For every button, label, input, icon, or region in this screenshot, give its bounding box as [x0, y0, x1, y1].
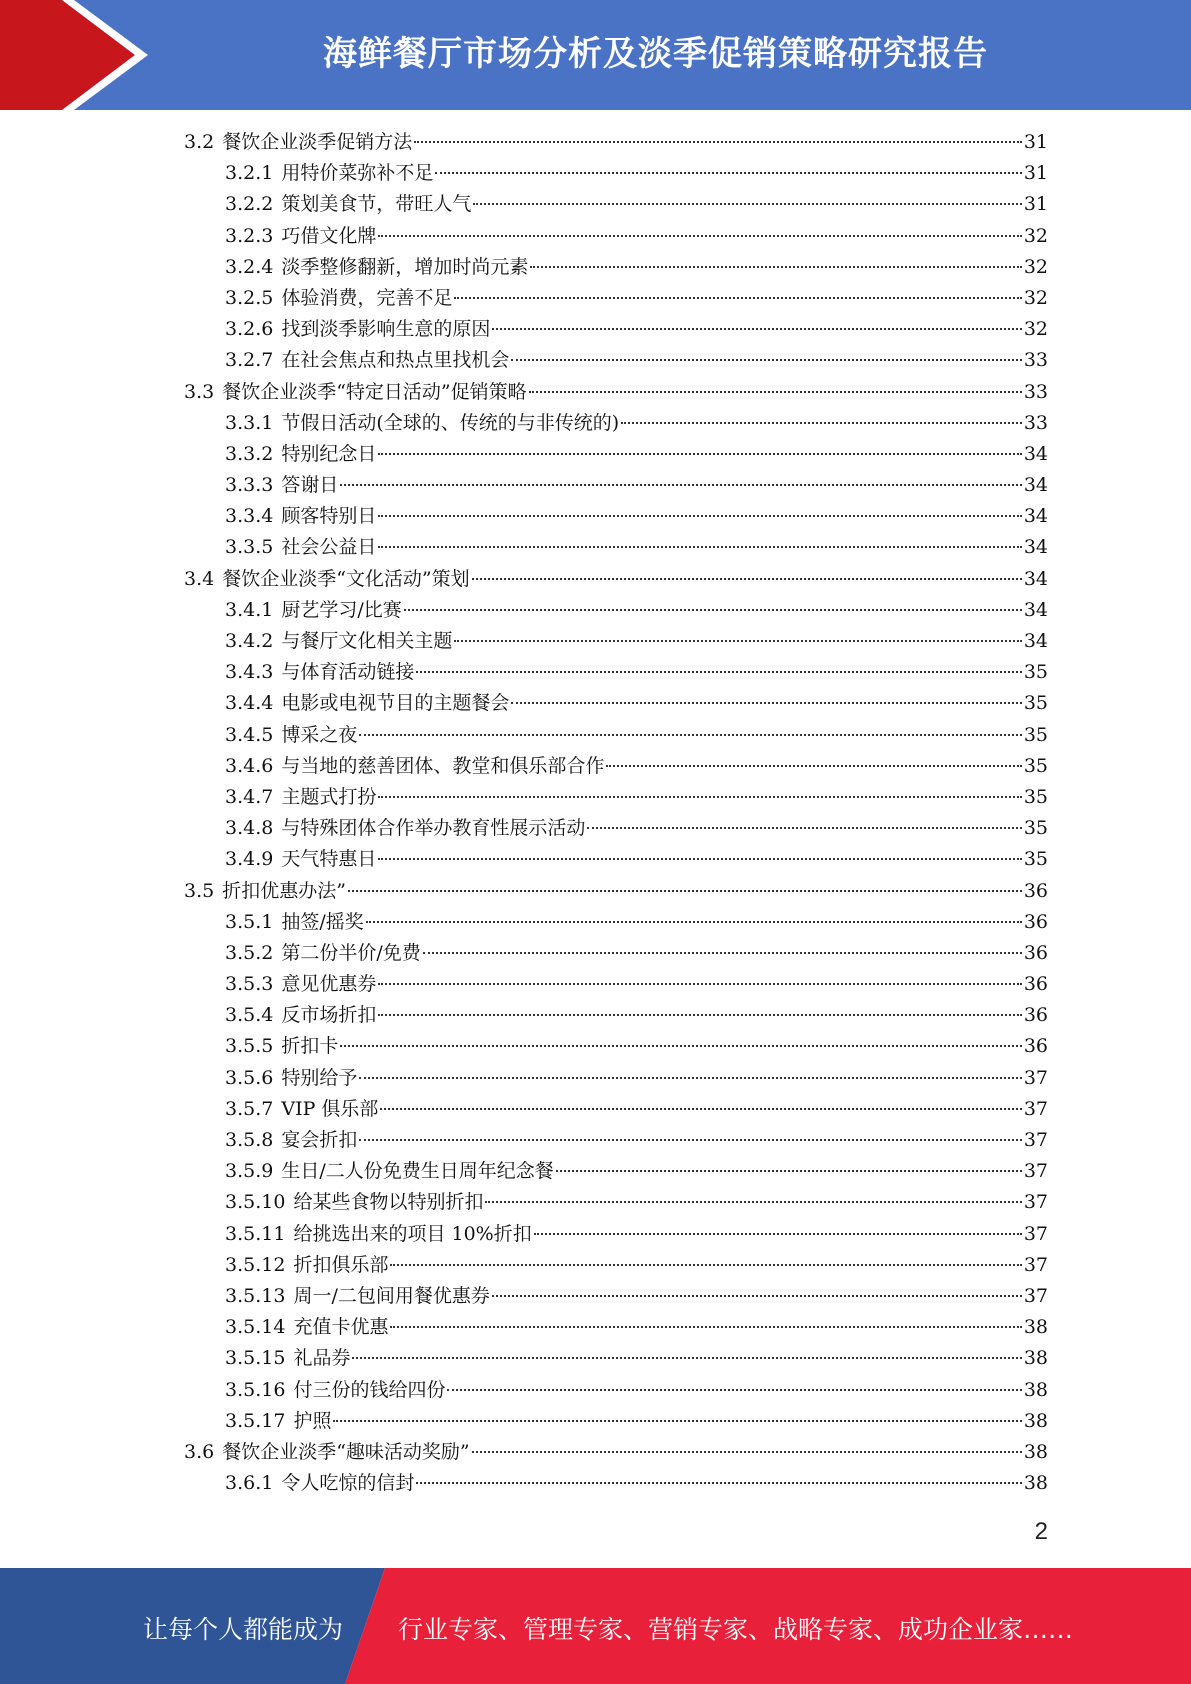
toc-entry-page: 35: [1023, 754, 1048, 777]
table-of-contents: [184, 127, 1048, 1499]
toc-entry-page: 37: [1023, 1222, 1048, 1245]
toc-entry-page: 36: [1023, 879, 1048, 902]
toc-entry-number: 3.3.2: [225, 442, 274, 465]
toc-entry-title: 答谢日: [281, 474, 339, 497]
toc-entry-page: 37: [1023, 1284, 1048, 1307]
page-footer: [0, 1568, 1191, 1684]
toc-entry[interactable]: [184, 1094, 1048, 1125]
toc-entry-title: 护照: [293, 1409, 332, 1432]
toc-dot-leader: [621, 422, 1022, 424]
toc-entry[interactable]: [184, 1375, 1048, 1406]
toc-entry-number: 3.5.10: [225, 1191, 286, 1214]
toc-dot-leader: [472, 578, 1022, 580]
toc-dot-leader: [416, 1482, 1021, 1484]
toc-entry-title: 付三份的钱给四份: [293, 1378, 446, 1401]
toc-dot-leader: [348, 890, 1022, 892]
toc-entry-title: 厨艺学习/比赛: [281, 598, 402, 621]
toc-entry[interactable]: [184, 1219, 1048, 1250]
toc-entry-number: 3.4.3: [225, 661, 274, 684]
toc-entry[interactable]: [184, 1312, 1048, 1343]
toc-entry-number: 3.5.17: [225, 1409, 286, 1432]
toc-entry-page: 34: [1023, 598, 1048, 621]
toc-entry-title: 抽签/摇奖: [281, 910, 364, 933]
toc-entry-number: 3.5.4: [225, 1004, 274, 1027]
toc-dot-leader: [423, 952, 1022, 954]
toc-entry-title: 餐饮企业淡季促销方法: [222, 131, 413, 153]
toc-entry[interactable]: [184, 876, 1048, 907]
toc-entry-number: 3.5.12: [225, 1253, 286, 1276]
toc-entry-page: 38: [1023, 1347, 1048, 1370]
toc-entry-page: 34: [1023, 536, 1048, 559]
toc-entry-title: 在社会焦点和热点里找机会: [281, 349, 510, 372]
toc-dot-leader: [340, 1045, 1021, 1047]
toc-entry-page: 34: [1023, 442, 1048, 465]
toc-entry-page: 37: [1023, 1253, 1048, 1276]
toc-entry-title: 折扣卡: [281, 1035, 339, 1058]
toc-entry-number: 3.2.7: [225, 349, 274, 372]
toc-entry-title: 特别给予: [281, 1066, 358, 1089]
toc-dot-leader: [378, 546, 1021, 548]
toc-dot-leader: [359, 1077, 1021, 1079]
toc-entry-page: 35: [1023, 692, 1048, 715]
toc-entry-number: 3.5.3: [225, 973, 274, 996]
toc-dot-leader: [380, 1108, 1021, 1110]
toc-entry-number: 3.2.4: [225, 255, 274, 278]
toc-entry[interactable]: [184, 688, 1048, 719]
toc-entry-page: 38: [1023, 1440, 1048, 1463]
toc-entry-page: 34: [1023, 474, 1048, 497]
toc-dot-leader: [511, 702, 1021, 704]
toc-entry-page: 35: [1023, 817, 1048, 840]
toc-entry[interactable]: [184, 751, 1048, 782]
toc-dot-leader: [454, 640, 1021, 642]
toc-entry-title: 反市场折扣: [281, 1004, 377, 1027]
toc-entry-page: 34: [1023, 630, 1048, 652]
toc-entry-page: 36: [1023, 973, 1048, 996]
toc-dot-leader: [390, 1264, 1021, 1266]
toc-entry-number: 3.4: [184, 567, 215, 590]
toc-entry[interactable]: [184, 501, 1048, 532]
toc-entry-title: 体验消费，完善不足: [281, 286, 453, 309]
toc-entry-page: 32: [1023, 318, 1048, 341]
toc-entry[interactable]: [184, 158, 1048, 189]
toc-entry-number: 3.5.5: [225, 1035, 274, 1058]
toc-entry-number: 3.5.2: [225, 941, 274, 964]
toc-entry-title: 顾客特别日: [281, 505, 377, 528]
toc-entry-number: 3.2.6: [225, 318, 274, 341]
toc-entry-page: 38: [1023, 1409, 1048, 1432]
toc-entry-title: 特别纪念日: [281, 442, 377, 465]
toc-entry-page: 34: [1023, 567, 1048, 590]
toc-dot-leader: [378, 858, 1021, 860]
toc-entry[interactable]: [184, 470, 1048, 501]
toc-dot-leader: [366, 921, 1022, 923]
toc-dot-leader: [587, 827, 1021, 829]
toc-entry-page: 33: [1023, 349, 1048, 372]
toc-entry-title: 给挑选出来的项目 10%折扣: [293, 1222, 532, 1245]
toc-dot-leader: [378, 983, 1021, 985]
toc-entry-page: 35: [1023, 661, 1048, 684]
toc-dot-leader: [473, 203, 1021, 205]
toc-entry-title: 周一/二包间用餐优惠券: [293, 1284, 490, 1307]
toc-dot-leader: [378, 515, 1021, 517]
toc-entry-number: 3.5.6: [225, 1066, 274, 1089]
toc-entry[interactable]: [184, 969, 1048, 1000]
toc-entry-title: 与当地的慈善团体、教堂和俱乐部合作: [281, 754, 605, 777]
toc-entry-number: 3.5.9: [225, 1160, 274, 1183]
page-number: 2: [1034, 1518, 1048, 1545]
toc-entry-title: 餐饮企业淡季“趣味活动奖励”: [222, 1440, 470, 1463]
toc-entry-number: 3.4.2: [225, 630, 274, 652]
toc-entry-number: 3.2.3: [225, 224, 274, 247]
toc-entry[interactable]: [184, 626, 1048, 657]
toc-entry-number: 3.5.15: [225, 1347, 286, 1370]
footer-slogan-left: 让每个人都能成为: [143, 1615, 344, 1644]
toc-entry-title: 策划美食节，带旺人气: [281, 193, 472, 216]
toc-entry-page: 32: [1023, 224, 1048, 247]
toc-dot-leader: [472, 1451, 1022, 1453]
toc-entry-page: 32: [1023, 255, 1048, 278]
toc-entry-title: 与体育活动链接: [281, 661, 415, 684]
toc-entry[interactable]: [184, 1437, 1048, 1468]
toc-entry[interactable]: [184, 564, 1048, 595]
toc-entry[interactable]: [184, 1156, 1048, 1187]
toc-dot-leader: [378, 1014, 1021, 1016]
toc-entry-number: 3.2.5: [225, 286, 274, 309]
toc-entry-number: 3.4.9: [225, 848, 274, 871]
toc-entry[interactable]: [184, 813, 1048, 844]
toc-dot-leader: [359, 734, 1021, 736]
toc-entry[interactable]: [184, 844, 1048, 875]
toc-entry-page: 37: [1023, 1097, 1048, 1120]
toc-entry[interactable]: [184, 1125, 1048, 1156]
toc-entry-number: 3.5.13: [225, 1284, 286, 1307]
toc-dot-leader: [606, 765, 1021, 767]
toc-entry-number: 3.3.3: [225, 474, 274, 497]
toc-entry-page: 32: [1023, 286, 1048, 309]
toc-entry-title: 天气特惠日: [281, 848, 377, 871]
toc-dot-leader: [416, 671, 1021, 673]
toc-dot-leader: [340, 484, 1021, 486]
toc-entry[interactable]: [184, 657, 1048, 688]
toc-dot-leader: [447, 1389, 1021, 1391]
toc-entry[interactable]: [184, 221, 1048, 252]
toc-entry-number: 3.3.1: [225, 411, 274, 434]
toc-entry[interactable]: [184, 907, 1048, 938]
toc-dot-leader: [529, 391, 1022, 393]
toc-entry-page: 36: [1023, 1004, 1048, 1027]
toc-entry-title: 节假日活动(全球的、传统的与非传统的): [281, 411, 620, 434]
toc-dot-leader: [414, 141, 1022, 143]
toc-entry[interactable]: [184, 595, 1048, 626]
toc-entry-title: 博采之夜: [281, 723, 358, 746]
toc-entry[interactable]: [184, 1468, 1048, 1499]
toc-dot-leader: [530, 266, 1021, 268]
toc-entry-page: 37: [1023, 1066, 1048, 1089]
toc-entry[interactable]: [184, 283, 1048, 314]
toc-dot-leader: [404, 609, 1022, 611]
toc-dot-leader: [390, 1326, 1021, 1328]
toc-entry-title: 意见优惠券: [281, 973, 377, 996]
toc-entry-page: 37: [1023, 1191, 1048, 1214]
toc-entry-title: 电影或电视节目的主题餐会: [281, 692, 510, 715]
toc-dot-leader: [511, 359, 1021, 361]
toc-entry-number: 3.3: [184, 380, 215, 403]
toc-dot-leader: [435, 172, 1021, 174]
toc-entry[interactable]: [184, 345, 1048, 376]
toc-entry-number: 3.4.5: [225, 723, 274, 746]
report-title: 海鲜餐厅市场分析及淡季促销策略研究报告: [323, 34, 988, 74]
toc-entry-page: 37: [1023, 1160, 1048, 1183]
toc-dot-leader: [333, 1420, 1021, 1422]
toc-dot-leader: [378, 453, 1021, 455]
toc-entry[interactable]: [184, 1406, 1048, 1437]
toc-entry-title: 令人吃惊的信封: [281, 1472, 415, 1495]
toc-entry-page: 31: [1023, 131, 1048, 153]
toc-entry-page: 33: [1023, 411, 1048, 434]
toc-entry-page: 38: [1023, 1316, 1048, 1339]
toc-entry-page: 31: [1023, 162, 1048, 185]
toc-entry-page: 35: [1023, 848, 1048, 871]
toc-entry-number: 3.3.4: [225, 505, 274, 528]
toc-entry-title: 用特价菜弥补不足: [281, 162, 434, 185]
toc-entry-number: 3.6.1: [225, 1472, 274, 1495]
toc-entry-page: 37: [1023, 1129, 1048, 1151]
toc-entry-page: 36: [1023, 1035, 1048, 1058]
toc-entry-title: 生日/二人份免费生日周年纪念餐: [281, 1160, 554, 1183]
toc-dot-leader: [352, 1357, 1021, 1359]
toc-entry[interactable]: [184, 532, 1048, 563]
toc-dot-leader: [359, 1139, 1021, 1141]
toc-entry-title: 淡季整修翻新，增加时尚元素: [281, 255, 529, 278]
toc-entry-number: 3.4.1: [225, 598, 274, 621]
toc-dot-leader: [378, 796, 1021, 798]
toc-entry[interactable]: [184, 1187, 1048, 1218]
toc-entry-title: 第二份半价/免费: [281, 941, 421, 964]
toc-entry[interactable]: [184, 408, 1048, 439]
toc-entry-number: 3.2.2: [225, 193, 274, 216]
page-header: [0, 0, 1191, 110]
toc-entry-title: 折扣俱乐部: [293, 1253, 389, 1276]
toc-entry-page: 38: [1023, 1472, 1048, 1495]
toc-entry[interactable]: [184, 189, 1048, 220]
toc-entry-page: 31: [1023, 193, 1048, 216]
toc-entry-title: 餐饮企业淡季“文化活动”策划: [222, 567, 470, 590]
toc-entry-number: 3.5.16: [225, 1378, 286, 1401]
toc-entry-title: 巧借文化牌: [281, 224, 377, 247]
toc-entry-number: 3.4.4: [225, 692, 274, 715]
toc-entry-title: 主题式打扮: [281, 785, 377, 808]
toc-entry-title: 充值卡优惠: [293, 1316, 389, 1339]
toc-dot-leader: [534, 1233, 1022, 1235]
toc-dot-leader: [378, 235, 1021, 237]
toc-entry-page: 38: [1023, 1378, 1048, 1401]
toc-entry[interactable]: [184, 314, 1048, 345]
toc-entry[interactable]: [184, 1063, 1048, 1094]
toc-entry-number: 3.2: [184, 131, 215, 153]
toc-entry-title: 社会公益日: [281, 536, 377, 559]
toc-entry-title: 礼品券: [293, 1347, 351, 1370]
footer-slogan-right: 行业专家、管理专家、营销专家、战略专家、成功企业家……: [398, 1615, 1074, 1644]
toc-entry[interactable]: [184, 938, 1048, 969]
toc-dot-leader: [485, 1201, 1021, 1203]
toc-entry[interactable]: [184, 720, 1048, 751]
toc-entry[interactable]: [184, 782, 1048, 813]
toc-entry-number: 3.5.14: [225, 1316, 286, 1339]
toc-entry[interactable]: [184, 377, 1048, 408]
toc-dot-leader: [454, 297, 1021, 299]
toc-entry-title: 与餐厅文化相关主题: [281, 630, 453, 652]
toc-entry-title: 折扣优惠办法”: [222, 879, 346, 902]
toc-entry[interactable]: [184, 1000, 1048, 1031]
toc-entry-title: 宴会折扣: [281, 1129, 358, 1151]
toc-dot-leader: [492, 328, 1021, 330]
toc-entry-page: 36: [1023, 910, 1048, 933]
toc-entry-title: VIP 俱乐部: [281, 1097, 379, 1120]
toc-entry-number: 3.5.7: [225, 1097, 274, 1120]
toc-entry-number: 3.5.11: [225, 1222, 286, 1245]
toc-entry[interactable]: [184, 1250, 1048, 1281]
toc-entry-number: 3.4.8: [225, 817, 274, 840]
toc-entry-title: 与特殊团体合作举办教育性展示活动: [281, 817, 586, 840]
toc-entry-number: 3.4.7: [225, 785, 274, 808]
toc-entry[interactable]: [184, 1343, 1048, 1374]
toc-entry[interactable]: [184, 127, 1048, 158]
toc-entry-number: 3.5.1: [225, 910, 274, 933]
toc-entry-number: 3.4.6: [225, 754, 274, 777]
toc-dot-leader: [556, 1170, 1022, 1172]
toc-entry-title: 找到淡季影响生意的原因: [281, 318, 491, 341]
toc-entry[interactable]: [184, 1281, 1048, 1312]
toc-entry-number: 3.5: [184, 879, 215, 902]
toc-entry-page: 36: [1023, 941, 1048, 964]
toc-entry-title: 餐饮企业淡季“特定日活动”促销策略: [222, 380, 527, 403]
toc-entry-page: 35: [1023, 723, 1048, 746]
toc-entry[interactable]: [184, 1031, 1048, 1062]
toc-entry-number: 3.6: [184, 1440, 215, 1463]
toc-entry[interactable]: [184, 252, 1048, 283]
toc-entry-title: 给某些食物以特别折扣: [293, 1191, 484, 1214]
toc-entry-page: 33: [1023, 380, 1048, 403]
toc-entry[interactable]: [184, 439, 1048, 470]
toc-entry-number: 3.2.1: [225, 162, 274, 185]
toc-entry-page: 35: [1023, 785, 1048, 808]
toc-dot-leader: [492, 1295, 1022, 1297]
toc-entry-page: 34: [1023, 505, 1048, 528]
toc-entry-number: 3.3.5: [225, 536, 274, 559]
toc-entry-number: 3.5.8: [225, 1129, 274, 1151]
